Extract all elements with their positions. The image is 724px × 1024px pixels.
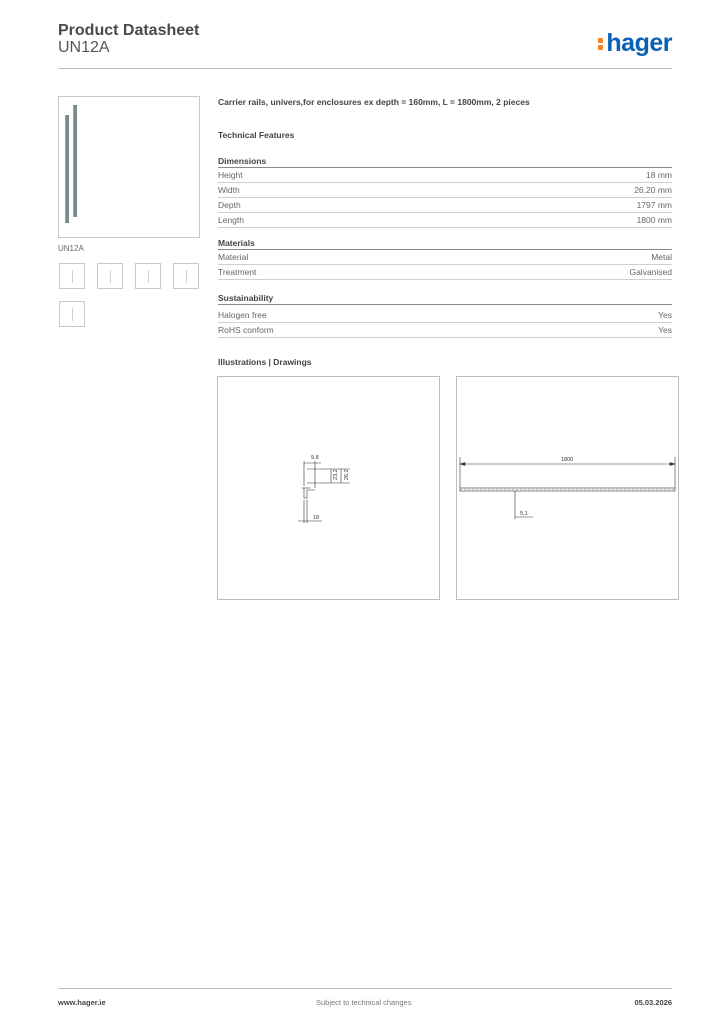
spec-value: 1797 mm xyxy=(636,200,672,210)
spec-row xyxy=(218,308,672,323)
product-reference: UN12A xyxy=(58,39,110,56)
footer-website-link[interactable]: www.hager.ie xyxy=(58,998,106,1007)
spec-row xyxy=(218,183,672,198)
cross-section-svg xyxy=(218,377,439,599)
product-thumbnail[interactable] xyxy=(59,301,85,327)
page-title: Product Datasheet xyxy=(58,22,200,39)
product-thumbnail[interactable] xyxy=(59,263,85,289)
hager-logo[interactable] xyxy=(598,29,672,58)
spec-label: Width xyxy=(218,185,240,195)
spec-label: RoHS conform xyxy=(218,325,274,335)
dim-label-inner: 23,2 xyxy=(333,469,339,480)
spec-value: Metal xyxy=(651,252,672,262)
rail-image-icon xyxy=(65,115,69,223)
spec-value: 18 mm xyxy=(646,170,672,180)
spec-label: Material xyxy=(218,252,249,262)
technical-features-heading: Technical Features xyxy=(218,130,295,140)
spec-value: Galvanised xyxy=(629,267,672,277)
product-main-image[interactable] xyxy=(58,96,200,238)
sustainability-section xyxy=(218,292,672,338)
spec-row xyxy=(218,198,672,213)
dimensions-section xyxy=(218,155,672,228)
product-thumbnail[interactable] xyxy=(97,263,123,289)
spec-value: Yes xyxy=(658,310,672,320)
product-image-caption: UN12A xyxy=(58,244,84,253)
product-thumbnail[interactable] xyxy=(173,263,199,289)
logo-dots-icon xyxy=(598,35,604,51)
side-view-svg xyxy=(457,377,678,599)
spec-label: Depth xyxy=(218,200,241,210)
header-divider xyxy=(58,68,672,69)
spec-label: Treatment xyxy=(218,267,257,277)
spec-value: 1800 mm xyxy=(636,215,672,225)
spec-row xyxy=(218,250,672,265)
dimensions-title: Dimensions xyxy=(218,155,672,168)
spec-label: Length xyxy=(218,215,244,225)
spec-row xyxy=(218,265,672,280)
product-description: Carrier rails, univers,for enclosures ex depth = 160mm, L = 1800mm, 2 pieces xyxy=(218,97,530,107)
side-view-drawing[interactable] xyxy=(456,376,679,600)
spec-row xyxy=(218,168,672,183)
spec-value: Yes xyxy=(658,325,672,335)
spec-label: Halogen free xyxy=(218,310,267,320)
illustrations-heading: Illustrations | Drawings xyxy=(218,357,312,367)
dim-label-offset: 5,1 xyxy=(520,511,528,517)
spec-value: 26.20 mm xyxy=(634,185,672,195)
dim-label-top: 9,8 xyxy=(311,455,319,461)
materials-section xyxy=(218,237,672,280)
spec-row xyxy=(218,213,672,228)
footer-date: 05.03.2026 xyxy=(634,998,672,1007)
materials-title: Materials xyxy=(218,237,672,250)
dim-label-outer: 26,2 xyxy=(344,469,350,480)
spec-row xyxy=(218,323,672,338)
sustainability-title: Sustainability xyxy=(218,292,672,305)
spec-label: Height xyxy=(218,170,243,180)
cross-section-drawing[interactable] xyxy=(217,376,440,600)
footer-notice: Subject to technical changes xyxy=(316,998,412,1007)
logo-text: hager xyxy=(606,29,672,57)
rail-profile-shape xyxy=(304,488,315,498)
product-thumbnail[interactable] xyxy=(135,263,161,289)
footer-divider xyxy=(58,988,672,989)
dim-label-bottom: 18 xyxy=(313,515,320,521)
dim-label-length: 1800 xyxy=(561,457,574,463)
rail-image-icon xyxy=(73,105,77,217)
